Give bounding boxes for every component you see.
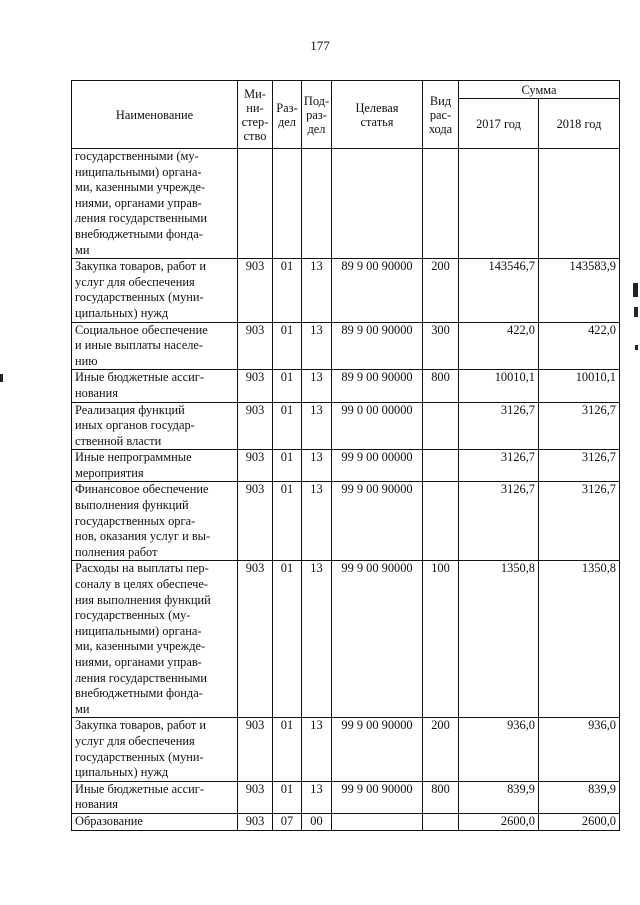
row-expense-type: 200	[423, 259, 459, 322]
row-target: 89 9 00 90000	[332, 259, 423, 322]
scan-edge-mark	[635, 345, 638, 350]
row-target: 99 9 00 90000	[332, 781, 423, 813]
row-subsection: 13	[302, 259, 332, 322]
header-section	[273, 81, 302, 149]
row-subsection: 13	[302, 561, 332, 718]
table-row	[72, 149, 620, 259]
row-expense-type: 800	[423, 781, 459, 813]
row-ministry: 903	[238, 781, 273, 813]
row-sum-2017: 422,0	[459, 322, 539, 370]
row-ministry: 903	[238, 370, 273, 402]
table-row	[72, 813, 620, 830]
row-name: Социальное обеспечение и иные выплаты населе- нию	[72, 322, 238, 370]
header-year-2018: 2018 год	[539, 99, 620, 149]
row-sum-2017: 3126,7	[459, 402, 539, 450]
row-expense-type	[423, 482, 459, 561]
row-sum-2017: 3126,7	[459, 482, 539, 561]
row-name: Иные бюджетные ассиг- нования	[72, 781, 238, 813]
header-year-2017: 2017 год	[459, 99, 539, 149]
row-sum-2018: 422,0	[539, 322, 620, 370]
row-subsection: 13	[302, 482, 332, 561]
page-number: 177	[310, 38, 330, 53]
row-subsection: 13	[302, 402, 332, 450]
row-expense-type	[423, 450, 459, 482]
row-target: 99 0 00 00000	[332, 402, 423, 450]
row-ministry: 903	[238, 322, 273, 370]
budget-table	[71, 80, 620, 831]
header-subsection	[302, 81, 332, 149]
row-sum-2018	[539, 149, 620, 259]
row-sum-2018: 3126,7	[539, 482, 620, 561]
row-sum-2017: 2600,0	[459, 813, 539, 830]
header-ministry-text: Ми- ни- стер- ство	[241, 86, 269, 143]
row-sum-2018: 2600,0	[539, 813, 620, 830]
row-name: Закупка товаров, работ и услуг для обеспечения государственных (муни- ципальных) нужд	[72, 259, 238, 322]
row-sum-2018: 936,0	[539, 718, 620, 781]
row-name: Иные бюджетные ассиг- нования	[72, 370, 238, 402]
row-expense-type	[423, 149, 459, 259]
row-sum-2017: 936,0	[459, 718, 539, 781]
table-row	[72, 402, 620, 450]
row-section: 01	[273, 781, 302, 813]
row-name: Иные непрограммные мероприятия	[72, 450, 238, 482]
header-ministry	[238, 81, 273, 149]
row-section: 01	[273, 561, 302, 718]
row-subsection: 13	[302, 718, 332, 781]
row-section	[273, 149, 302, 259]
row-sum-2018: 3126,7	[539, 402, 620, 450]
row-target	[332, 149, 423, 259]
header-expense-type	[423, 81, 459, 149]
row-subsection: 13	[302, 781, 332, 813]
row-subsection: 13	[302, 322, 332, 370]
row-ministry: 903	[238, 718, 273, 781]
scan-edge-mark	[0, 374, 3, 382]
row-name: Образование	[72, 813, 238, 830]
row-expense-type	[423, 813, 459, 830]
table-row	[72, 370, 620, 402]
row-section: 01	[273, 718, 302, 781]
row-ministry: 903	[238, 450, 273, 482]
row-section: 01	[273, 482, 302, 561]
row-sum-2018: 1350,8	[539, 561, 620, 718]
row-expense-type: 300	[423, 322, 459, 370]
row-section: 01	[273, 370, 302, 402]
row-target: 99 9 00 90000	[332, 718, 423, 781]
row-target	[332, 813, 423, 830]
row-subsection: 13	[302, 450, 332, 482]
table-row	[72, 781, 620, 813]
row-expense-type	[423, 402, 459, 450]
row-name: Реализация функций иных органов государ- ственной власти	[72, 402, 238, 450]
row-sum-2017	[459, 149, 539, 259]
header-subsection-text: Под- раз- дел	[303, 93, 330, 136]
row-target: 89 9 00 90000	[332, 322, 423, 370]
row-subsection: 00	[302, 813, 332, 830]
table-row	[72, 561, 620, 718]
row-name: Расходы на выплаты пер- соналу в целях обеспече- ния выполнения функций государственных (му- ниципальными) органа- ми, казенными учрежде- ниями, органами управ- ления государственными внебюджетными фонда- ми	[72, 561, 238, 718]
row-ministry: 903	[238, 561, 273, 718]
row-name: Закупка товаров, работ и услуг для обеспечения государственных (муни- ципальных) нужд	[72, 718, 238, 781]
scan-edge-mark	[633, 283, 638, 297]
row-expense-type: 100	[423, 561, 459, 718]
row-section: 01	[273, 259, 302, 322]
header-section-text: Раз- дел	[276, 100, 298, 129]
row-name: Финансовое обеспечение выполнения функций государственных орга- нов, оказания услуг и вы- полнения работ	[72, 482, 238, 561]
row-subsection: 13	[302, 370, 332, 402]
scan-edge-mark	[634, 307, 638, 317]
row-ministry: 903	[238, 259, 273, 322]
row-ministry: 903	[238, 482, 273, 561]
row-target: 99 9 00 00000	[332, 450, 423, 482]
row-expense-type: 800	[423, 370, 459, 402]
row-sum-2018: 10010,1	[539, 370, 620, 402]
row-name: государственными (му- ниципальными) органа- ми, казенными учрежде- ниями, органами управ- ления государственными внебюджетными фонда- ми	[72, 149, 238, 259]
row-ministry: 903	[238, 402, 273, 450]
row-sum-2017: 839,9	[459, 781, 539, 813]
row-sum-2018: 143583,9	[539, 259, 620, 322]
row-sum-2018: 839,9	[539, 781, 620, 813]
row-section: 01	[273, 322, 302, 370]
table-row	[72, 259, 620, 322]
table-row	[72, 718, 620, 781]
row-sum-2017: 1350,8	[459, 561, 539, 718]
row-ministry	[238, 149, 273, 259]
header-expense-type-text: Вид рас- хода	[428, 93, 453, 136]
row-ministry: 903	[238, 813, 273, 830]
row-sum-2017: 3126,7	[459, 450, 539, 482]
row-sum-2018: 3126,7	[539, 450, 620, 482]
row-sum-2017: 10010,1	[459, 370, 539, 402]
row-target: 89 9 00 90000	[332, 370, 423, 402]
row-section: 01	[273, 450, 302, 482]
row-sum-2017: 143546,7	[459, 259, 539, 322]
row-target: 99 9 00 90000	[332, 561, 423, 718]
header-target	[332, 81, 423, 149]
header-sum: Сумма	[459, 81, 620, 99]
row-expense-type: 200	[423, 718, 459, 781]
row-target: 99 9 00 90000	[332, 482, 423, 561]
row-section: 01	[273, 402, 302, 450]
table-row	[72, 482, 620, 561]
table-row	[72, 450, 620, 482]
header-target-text: Целевая статья	[355, 100, 399, 129]
row-section: 07	[273, 813, 302, 830]
header-name: Наименование	[72, 81, 238, 149]
table-row	[72, 322, 620, 370]
row-subsection	[302, 149, 332, 259]
